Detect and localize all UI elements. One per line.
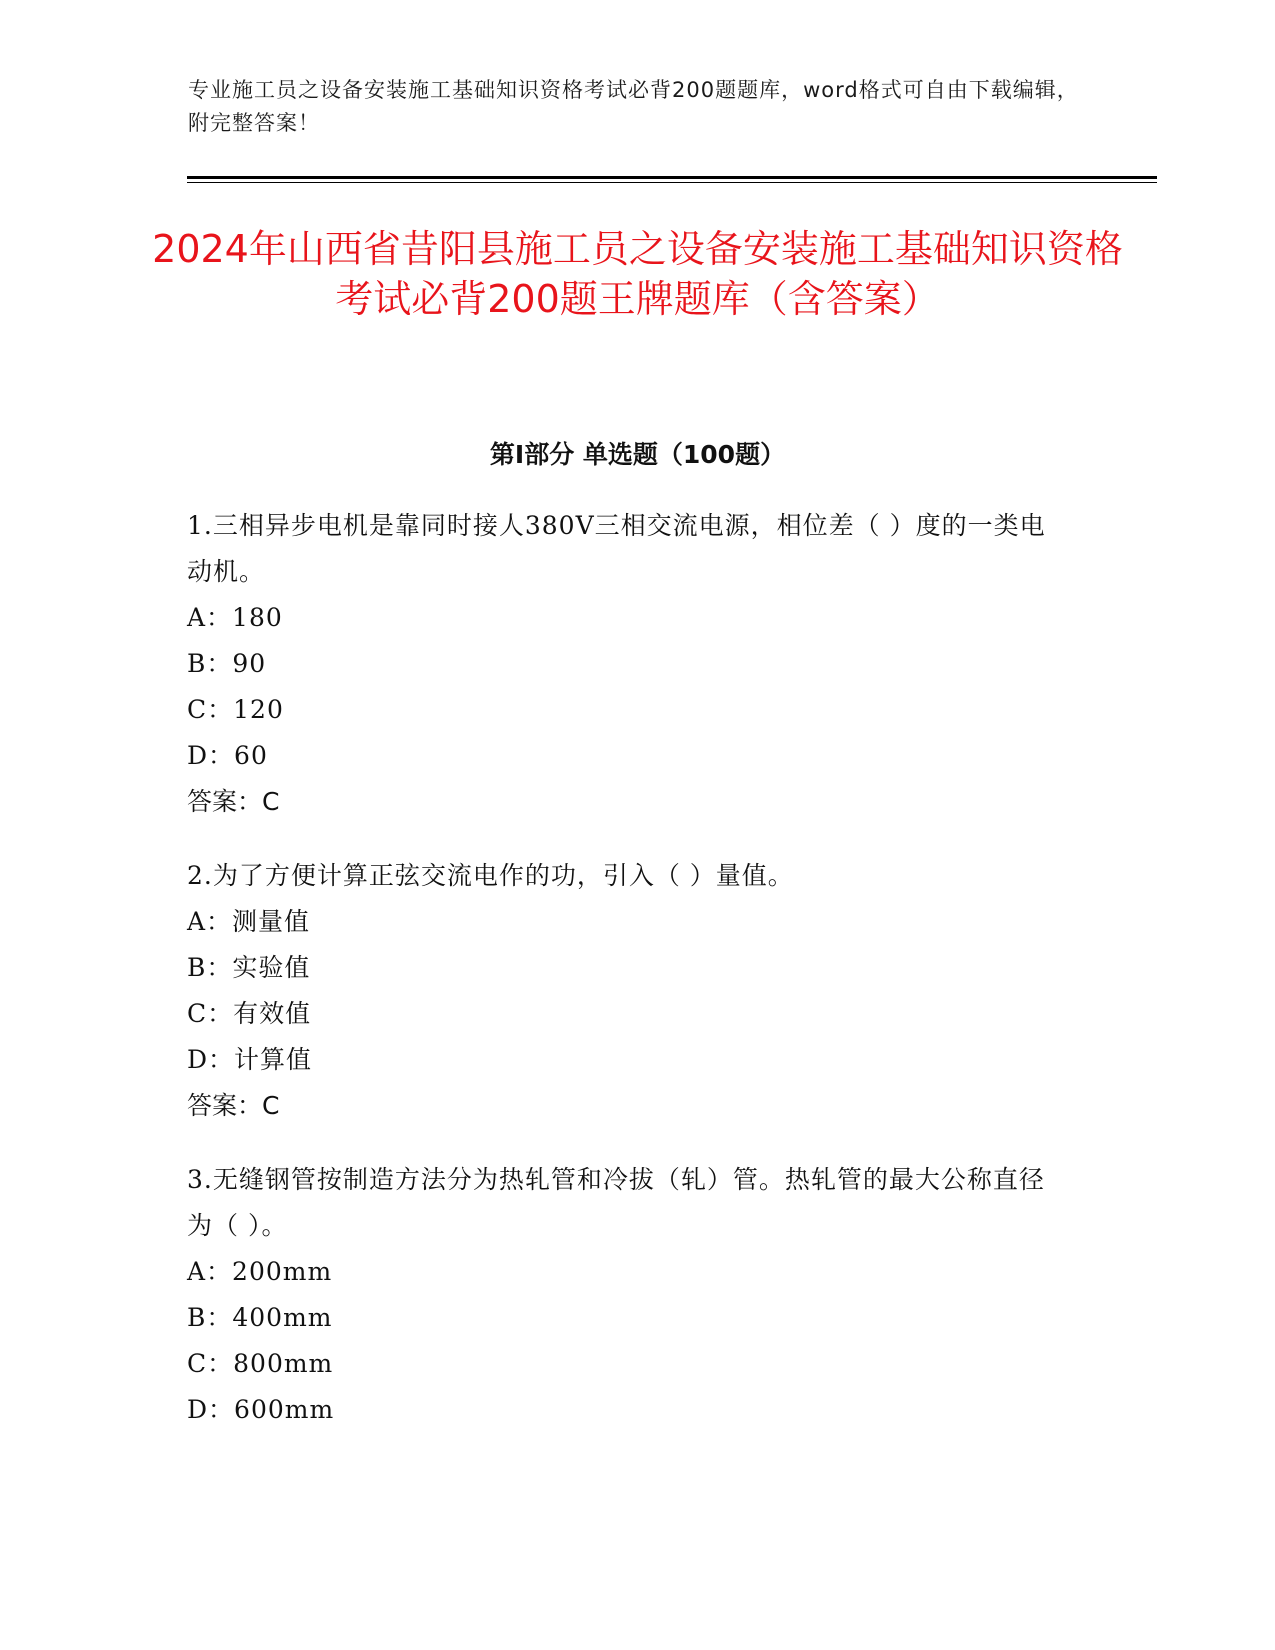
answer: 答案：C: [187, 1091, 280, 1120]
section-title: 第Ⅰ部分 单选题（100题）: [489, 440, 786, 469]
option-d: D：计算值: [187, 1045, 313, 1074]
header-rule-thick: [187, 176, 1157, 179]
header-note: 专业施工员之设备安装施工基础知识资格考试必背200题题库，word格式可自由下载编辑，附完整答案！: [188, 78, 1079, 135]
question-stem: 3.无缝钢管按制造方法分为热轧管和冷拔（轧）管。热轧管的最大公称直径为（ ）。: [187, 1165, 1045, 1240]
question-1: [187, 503, 1067, 825]
option-a: A：测量值: [187, 907, 311, 936]
option-b: B：400mm: [187, 1303, 333, 1332]
question-stem: 1.三相异步电机是靠同时接人380V三相交流电源，相位差（ ）度的一类电动机。: [187, 511, 1046, 586]
option-d: D：60: [187, 741, 268, 770]
answer: 答案：C: [187, 787, 280, 816]
option-b: B：90: [187, 649, 267, 678]
option-c: C：800mm: [187, 1349, 334, 1378]
option-b: B：实验值: [187, 953, 311, 982]
option-c: C：有效值: [187, 999, 312, 1028]
question-3: [187, 1157, 1067, 1433]
question-2: [187, 853, 1067, 1129]
document-title: 2024年山西省昔阳县施工员之设备安装施工基础知识资格考试必背200题王牌题库（含答案）: [152, 227, 1123, 321]
option-a: A：180: [187, 603, 283, 632]
question-stem: 2.为了方便计算正弦交流电作的功，引入（ ）量值。: [187, 861, 794, 890]
header-rule-thin: [187, 182, 1157, 183]
option-d: D：600mm: [187, 1395, 335, 1424]
option-c: C：120: [187, 695, 284, 724]
option-a: A：200mm: [187, 1257, 333, 1286]
